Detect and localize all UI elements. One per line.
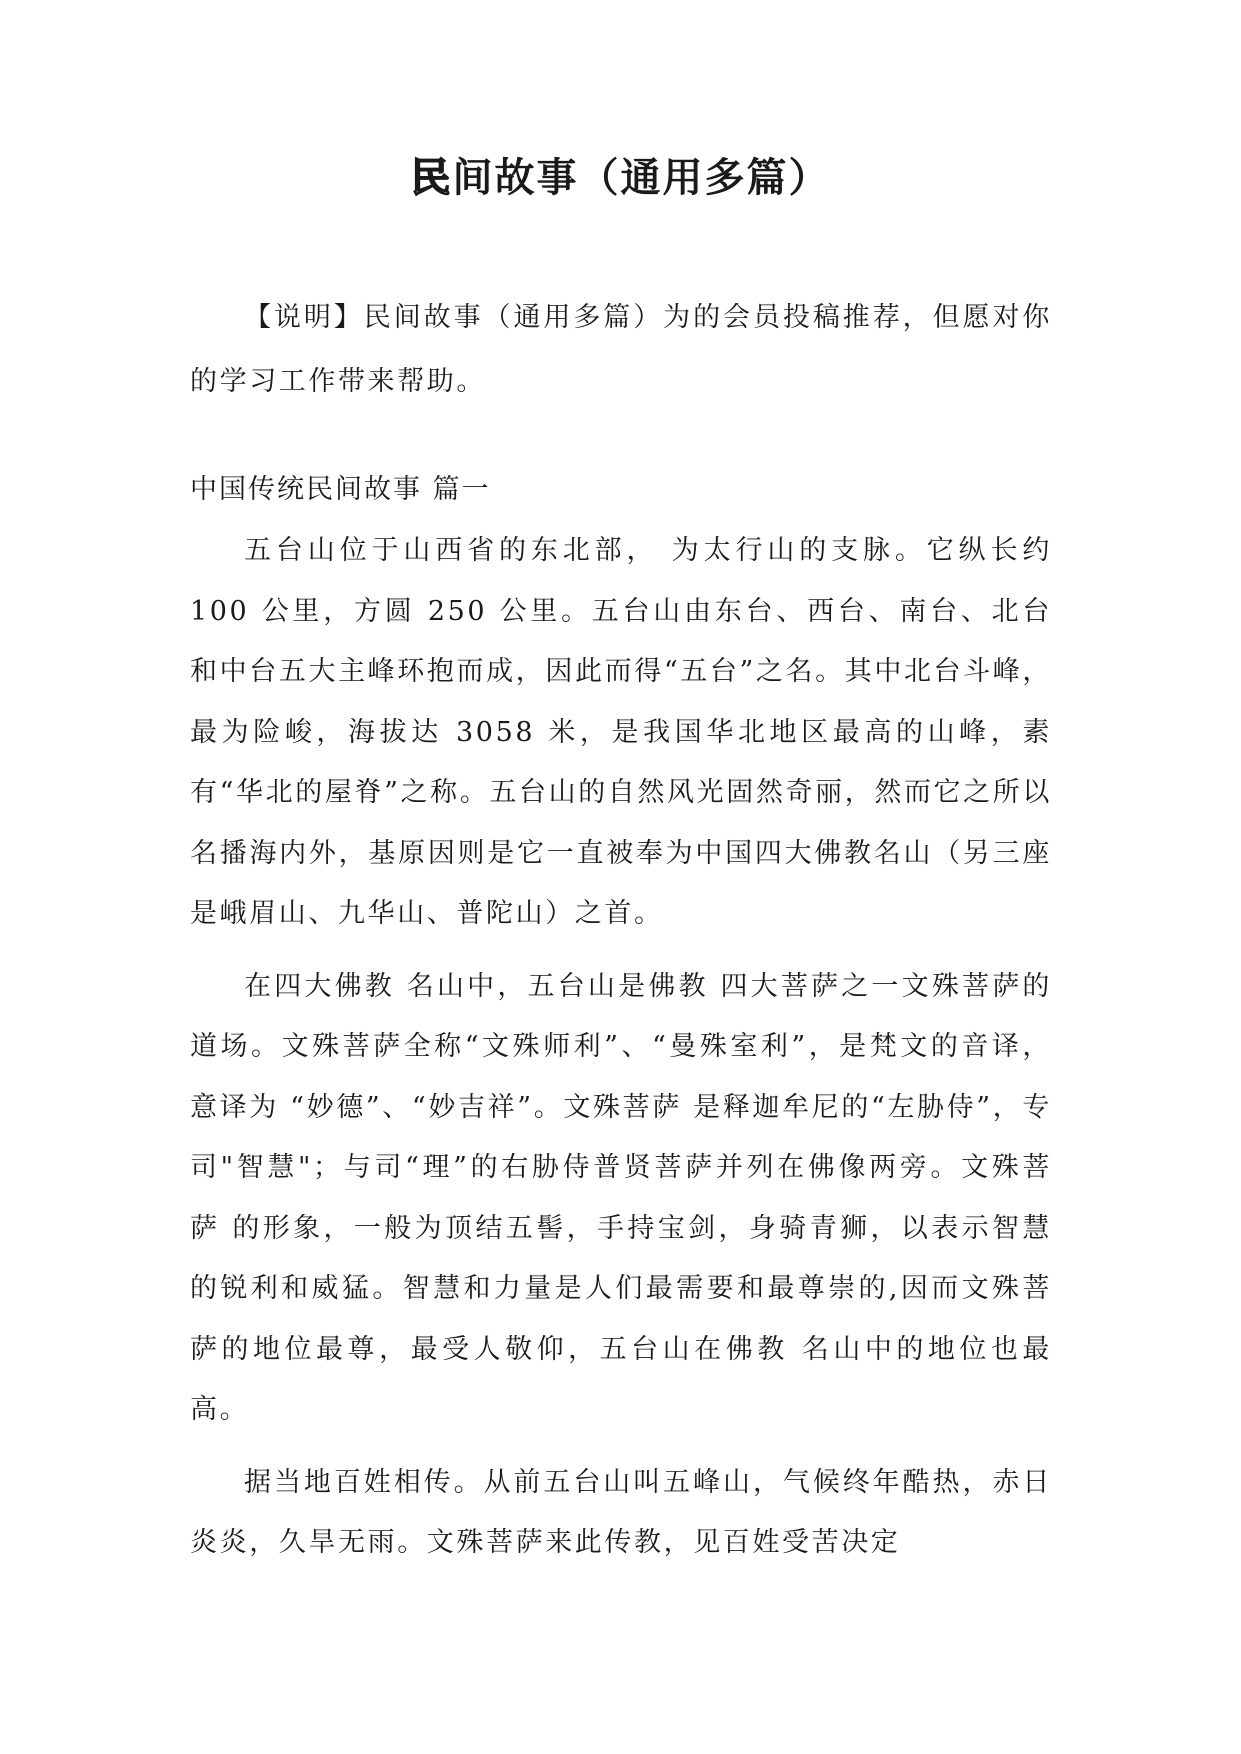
section-heading: 中国传统民间故事 篇一 — [190, 474, 491, 505]
intro-paragraph: 【说明】民间故事（通用多篇）为的会员投稿推荐，但愿对你的学习工作带来帮助。 — [190, 302, 1052, 397]
body-paragraph-2: 在四大佛教 名山中，五台山是佛教 四大菩萨之一文殊菩萨的道场。文殊菩萨全称“文殊师利”、“曼殊室利”，是梵文的音译，意译为 “妙德”、“妙吉祥”。文殊菩萨 是释迦牟尼的“左胁侍”，专司"智慧"；与司“理”的右胁侍普贤菩萨并列在佛像两旁。文殊菩萨 的形象，一般为顶结五髻，手持宝剑，身骑青狮，以表示智慧的锐利和威猛。智慧和力量是人们最需要和最尊崇的,因而文殊菩萨的地位最尊，最受人敬仰，五台山在佛教 名山中的地位也最高。 — [190, 970, 1052, 1425]
section-body — [190, 521, 1052, 1574]
paragraph-spacer — [190, 1441, 1052, 1453]
document-title — [0, 150, 1241, 206]
title-rest: 间故事（通用多篇） — [452, 155, 831, 201]
title-first-char: 民 — [410, 155, 453, 201]
paragraph-spacer — [190, 945, 1052, 957]
body-paragraph-1: 五台山位于山西省的东北部， 为太行山的支脉。它纵长约 100 公里，方圆 250 公里。五台山由东台、西台、南台、北台和中台五大主峰环抱而成，因此而得“五台”之名。其中北台斗峰，最为险峻，海拔达 3058 米，是我国华北地区最高的山峰，素有“华北的屋脊”之称。五台山的自然风光固然奇丽，然而它之所以名播海内外，基原因则是它一直被奉为中国四大佛教名山（另三座是峨眉山、九华山、普陀山）之首。 — [190, 535, 1052, 929]
body-paragraph-3: 据当地百姓相传。从前五台山叫五峰山，气候终年酷热，赤日炎炎，久旱无雨。文殊菩萨来此传教，见百姓受苦决定 — [190, 1466, 1052, 1558]
intro-block — [190, 286, 1052, 414]
